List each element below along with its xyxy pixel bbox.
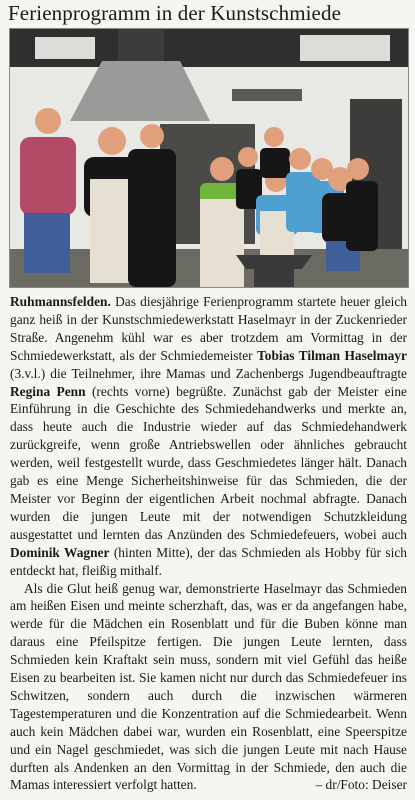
person-name: Regina Penn xyxy=(10,383,86,399)
paragraph-2 xyxy=(10,580,407,795)
text: (hinten Mitte), der das Schmieden als Hobby für sich entdeckt hat, fleißig mithalf. xyxy=(10,544,407,578)
text: Als die Glut heiß genug war, demonstrierte Haselmayr das Schmieden am heißen Eisen und meinte scherzhaft, das, was er da angefangen habe, werde für die Mädchen ein Rosenblatt und für die Buben könne man daraus eine Pfeilspitze fertigen. Die jungen Leute lernten, dass Schmieden kein Kraftakt sein muss, sondern mit viel Gefühl das heiße Eisen zu bearbeiten ist. Sie kamen nicht nur durch das Schmiedefeuer ins Schwitzen, sondern auch durch die inzwischen wärmeren Tagestemperaturen und die Konzentration auf die Schmiedearbeit. Wenn auch kein Mädchen dabei war, wurden ein Rosenblatt, eine Speerspitze und ein Nagel geschmiedet, was sich die jungen Leute mit nach Hause durften als Andenken an den Vormittag in der Schmiede, den auch die Mamas interessiert verfolgt hatten. xyxy=(10,580,407,793)
person-name: Dominik Wagner xyxy=(10,544,110,560)
headline: Ferienprogramm in der Kunstschmiede xyxy=(8,1,341,25)
shelf xyxy=(232,89,302,101)
photo-credit: – dr/Foto: Deiser xyxy=(315,777,407,793)
article-body xyxy=(10,293,407,794)
text: (3.v.l.) die Teilnehmer, ihre Mamas und Zachenbergs Jugendbeauftragte xyxy=(10,365,407,381)
text: Das diesjährige Ferienprogramm startete heuer gleich ganz heiß in der Kunstschmiedewerkstatt Haselmayr in der Zuckenrieder Straße. Angenehm kühl war es aber trotzdem am Vormittag in der Schmiedewerkstatt, als der Schmiedemeister xyxy=(10,294,407,363)
window xyxy=(35,37,95,59)
person-name: Tobias Tilman Haselmayr xyxy=(257,347,407,363)
paragraph-1 xyxy=(10,293,407,580)
article-photo xyxy=(9,28,409,288)
window xyxy=(300,35,390,61)
dateline: Ruhmannsfelden. xyxy=(10,294,111,309)
text: (rechts vorne) begrüßte. Zunächst gab der Meister eine Einführung in die Geschichte des Schmiedehandwerks und merkte an, dass heute auch die Industrie wieder auf das Schmiedehandwerk zurückgreife, wenn große Antriebswellen oder ähnliches gebraucht werden, weil festgestellt wurde, dass Geschmiedetes länger hält. Danach gab es eine Menge Sicherheitshinweise für das Schmieden, die der Meister vor Beginn der eigentlichen Arbeit nochmal abfragte. Danach wurden die jungen Leute mit der notwendigen Schutzkleidung ausgestattet und lernten das Anzünden des Schmiedefeuers, wobei auch xyxy=(10,383,407,542)
photo-scene xyxy=(10,29,408,287)
chimney xyxy=(118,29,164,61)
